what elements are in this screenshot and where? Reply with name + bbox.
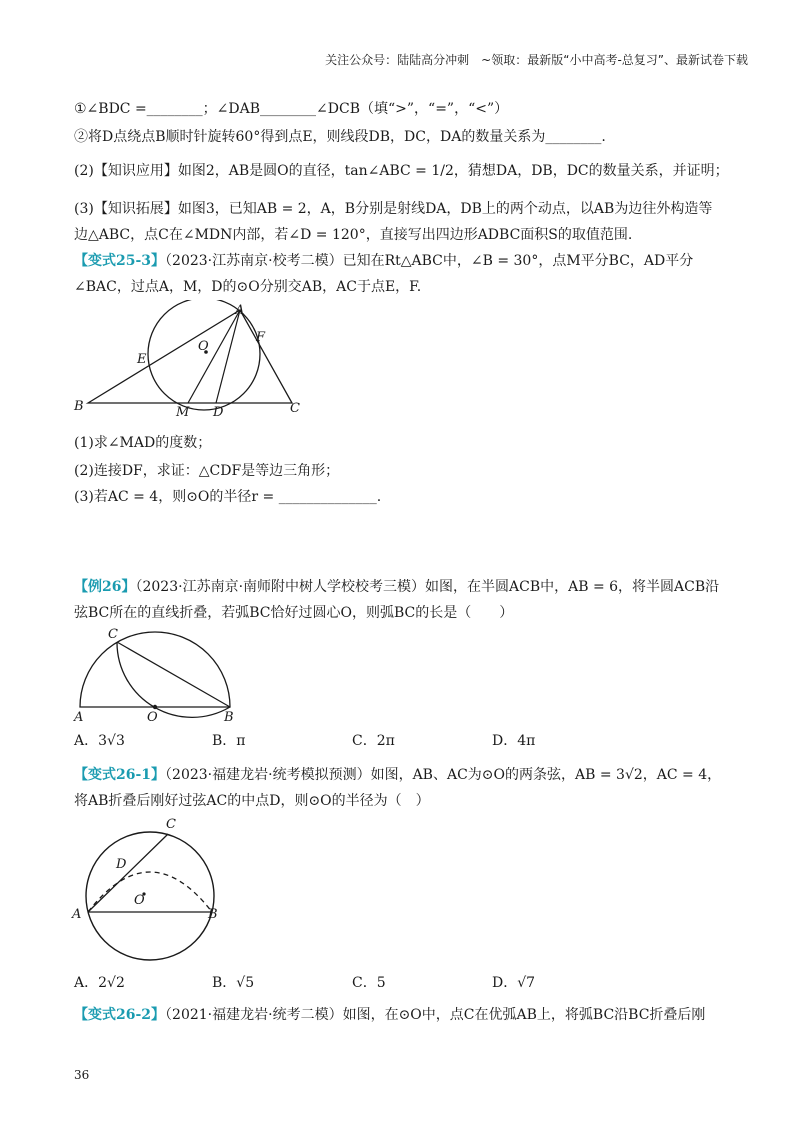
variant-26-1-text: （2023·福建龙岩·统考模拟预测）如图，AB、AC为⊙O的两条弦，AB = 3√2，AC = 4， xyxy=(165,767,722,783)
variant-25-3-line-2: ∠BAC，过点A，M，D的⊙O分别交AB，AC于点E，F. xyxy=(74,279,422,295)
label-C: C xyxy=(166,817,176,832)
variant-26-1 xyxy=(74,764,721,784)
segment-ad xyxy=(216,310,240,403)
option-261-c: C．5 xyxy=(352,975,386,991)
question-1: (1)求∠MAD的度数； xyxy=(74,435,212,451)
option-261-d: D．√7 xyxy=(492,975,536,991)
variant-26-2-text: （2021·福建龙岩·统考二模）如图，在⊙O中，点C在优弧AB上，将弧BC沿BC折叠后刚 xyxy=(165,1007,706,1023)
triangle-abc xyxy=(88,310,292,403)
label-O: O xyxy=(198,339,209,354)
variant-25-3 xyxy=(74,250,693,270)
text-line-3: (2)【知识应用】如图2，AB是圆O的直径，tan∠ABC = 1/2，猜想DA，DB，DC的数量关系，并证明； xyxy=(74,163,729,179)
label-O: O xyxy=(134,893,145,908)
chord-bc xyxy=(117,642,230,707)
label-A: A xyxy=(235,303,245,318)
semicircle xyxy=(80,632,230,707)
example-26 xyxy=(74,576,719,596)
label-F: F xyxy=(256,330,266,345)
example-26-line-2: 弦BC所在的直线折叠，若弧BC恰好过圆心O，则弧BC的长是（ ） xyxy=(74,605,514,621)
example-26-tag: 【例26】 xyxy=(74,579,136,595)
label-A: A xyxy=(74,710,84,722)
label-B: B xyxy=(208,907,218,922)
label-E: E xyxy=(137,352,147,367)
label-O: O xyxy=(147,710,158,722)
question-3: (3)若AC = 4，则⊙O的半径r = ______________. xyxy=(74,489,382,505)
option-261-b: B．√5 xyxy=(212,975,255,991)
variant-26-2 xyxy=(74,1004,705,1024)
label-B: B xyxy=(224,710,234,722)
label-B: B xyxy=(74,399,84,414)
option-26-d: D．4π xyxy=(492,733,536,749)
option-26-b: B．π xyxy=(212,733,246,749)
option-261-a: A．2√2 xyxy=(74,975,125,991)
text-line-1: ①∠BDC =________；∠DAB________∠DCB（填“>”，“=”，“<”） xyxy=(74,101,509,117)
center-dot xyxy=(153,705,157,709)
label-M: M xyxy=(176,405,190,420)
text-line-5: 边△ABC，点C在∠MDN内部，若∠D = 120°，直接写出四边形ADBC面积S的取值范围. xyxy=(74,227,633,243)
variant-26-1-tag: 【变式26-1】 xyxy=(74,767,166,783)
label-C: C xyxy=(290,401,300,416)
label-D: D xyxy=(116,857,127,872)
variant-26-1-line-2: 将AB折叠后刚好过弦AC的中点D，则⊙O的半径为（ ） xyxy=(74,793,430,809)
label-D: D xyxy=(213,405,224,420)
variant-26-2-tag: 【变式26-2】 xyxy=(74,1007,166,1023)
text-line-2: ②将D点绕点B顺时针旋转60°得到点E，则线段DB，DC，DA的数量关系为________. xyxy=(74,129,606,145)
page-number: 36 xyxy=(74,1068,90,1082)
question-2: (2)连接DF，求证：△CDF是等边三角形； xyxy=(74,463,340,479)
figure-semicircle-fold xyxy=(70,622,250,722)
label-A: A xyxy=(72,907,82,922)
page-header: 关注公众号：陆陆高分冲刺 ~领取：最新版“小中高考-总复习”、最新试卷下载 xyxy=(325,53,748,67)
figure-circle-fold xyxy=(66,812,236,962)
text-line-4: (3)【知识拓展】如图3，已知AB = 2，A，B分别是射线DA，DB上的两个动点，以AB为边往外构造等 xyxy=(74,201,713,217)
option-26-c: C．2π xyxy=(352,733,395,749)
option-26-a: A．3√3 xyxy=(74,733,125,749)
folded-arc xyxy=(117,642,230,717)
segment-am xyxy=(188,310,240,403)
label-C: C xyxy=(108,627,118,642)
variant-25-3-tag: 【变式25-3】 xyxy=(74,253,166,269)
variant-25-3-text: （2023·江苏南京·校考二模）已知在Rt△ABC中，∠B = 30°，点M平分BC，AD平分 xyxy=(165,253,694,269)
example-26-text: （2023·江苏南京·南师附中树人学校校考三模）如图，在半圆ACB中，AB = 6，将半圆ACB沿 xyxy=(135,579,720,595)
figure-triangle-circle xyxy=(70,300,310,420)
folded-arc-dashed xyxy=(88,872,212,912)
